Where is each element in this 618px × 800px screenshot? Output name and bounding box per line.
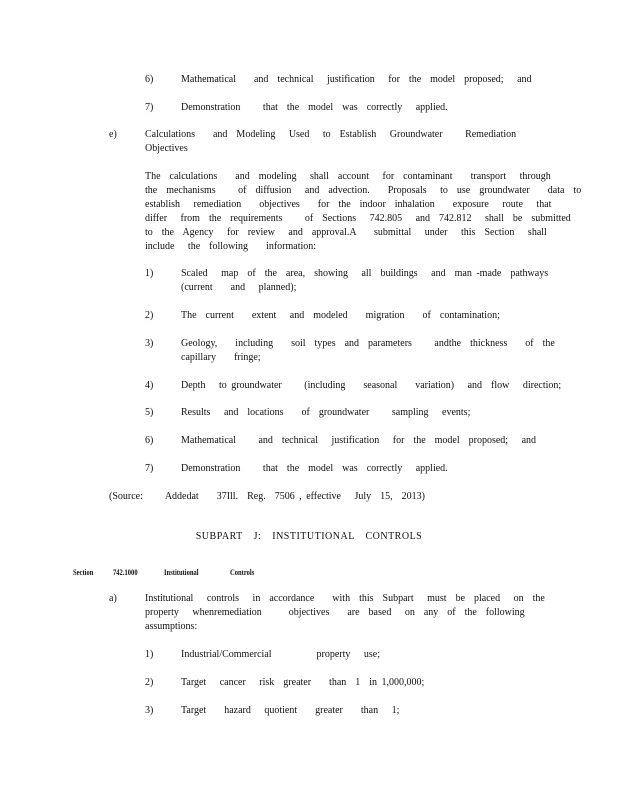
paragraph-line: include the following information: [145,241,317,252]
list-item-text: Mathematical and technical justification for the model proposed; and [181,74,532,85]
subsection-heading: Objectives [145,143,188,154]
paragraph-line: establish remediation objectives for the indoor inhalation exposure route that [145,199,552,210]
list-number: 2) [145,677,154,688]
subpart-heading: SUBPART J: INSTITUTIONAL CONTROLS [195,531,423,542]
list-number: 4) [145,380,154,391]
list-item-text: (current and planned); [181,282,297,293]
paragraph-line: the mechanisms of diffusion and advection. Proposals to use groundwater data to [145,185,582,196]
list-item-text: Mathematical and technical justification for the model proposed; and [181,435,537,446]
list-item-text: Geology, including soil types and parameters andthe thickness of the [181,338,555,349]
paragraph-line: The calculations and modeling shall account for contaminant transport through [145,171,551,182]
paragraph-line: Institutional controls in accordance with this Subpart must be placed on the [145,593,545,604]
list-item-text: Target cancer risk greater than 1 in 1,000,000; [181,677,425,688]
subsection-letter: e) [109,129,117,140]
list-item-text: Demonstration that the model was correctly applied. [181,463,448,474]
paragraph-line: assumptions: [145,621,198,632]
list-number: 6) [145,435,154,446]
list-item-text: Industrial/Commercial property use; [181,649,381,660]
list-item-text: Target hazard quotient greater than 1; [181,705,400,716]
list-number: 5) [145,407,154,418]
paragraph-line: property whenremediation objectives are based on any of the following [145,607,525,618]
list-item-text: Scaled map of the area, showing all buildings and man -made pathways [181,268,549,279]
list-number: 3) [145,338,154,349]
paragraph-line: differ from the requirements of Sections 742.805 and 742.812 shall be submitted [145,213,571,224]
list-number: 7) [145,102,154,113]
section-number: 742.1000 [113,568,138,577]
list-number: 1) [145,268,154,279]
paragraph-line: to the Agency for review and approval.A submittal under this Section shall [145,227,547,238]
list-item-text: capillary fringe; [181,352,261,363]
subsection-letter: a) [109,593,117,604]
list-item-text: Depth to groundwater (including seasonal variation) and flow direction; [181,380,562,391]
section-title: Controls [230,568,255,577]
list-number: 3) [145,705,154,716]
section-label: Section [73,568,94,577]
list-number: 1) [145,649,154,660]
list-item-text: The current extent and modeled migration of contamination; [181,310,500,321]
list-number: 6) [145,74,154,85]
subsection-heading: Calculations and Modeling Used to Establish Groundwater Remediation [145,129,517,140]
list-number: 7) [145,463,154,474]
list-item-text: Results and locations of groundwater sampling events; [181,407,471,418]
list-item-text: Demonstration that the model was correctly applied. [181,102,448,113]
list-number: 2) [145,310,154,321]
section-title: Institutional [164,568,199,577]
source-note: (Source: Addedat 37Ill. Reg. 7506 , effective July 15, 2013) [109,491,425,502]
